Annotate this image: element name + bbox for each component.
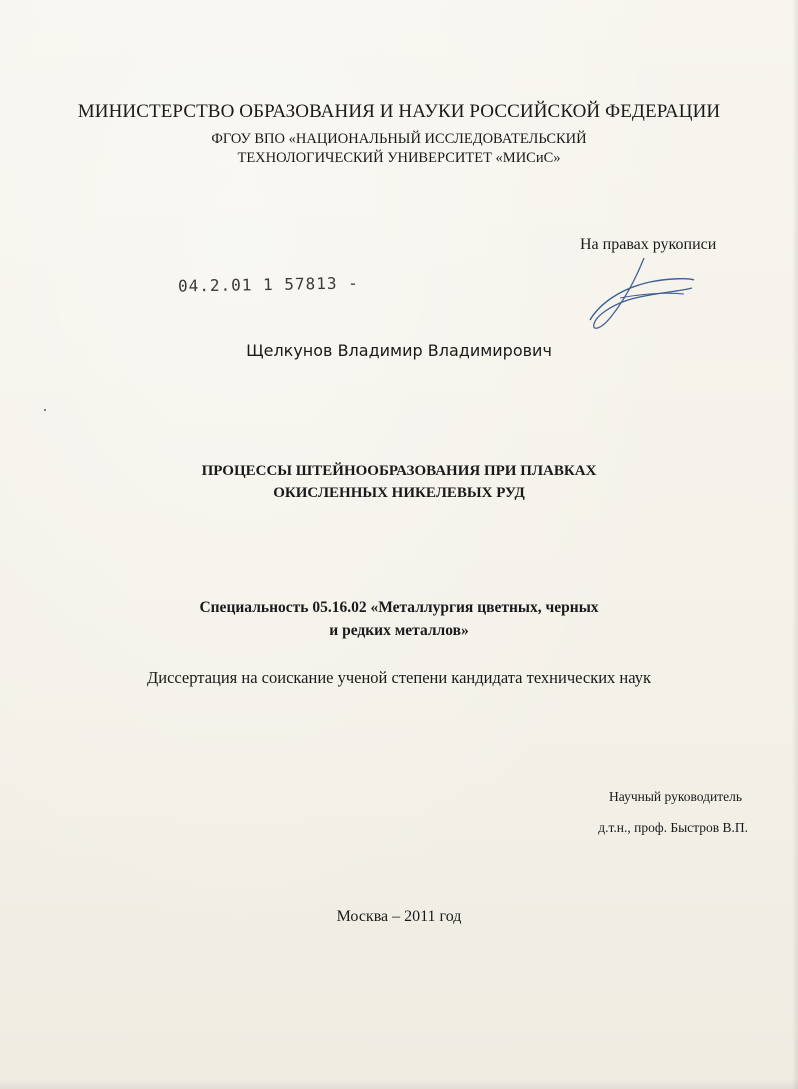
- university-name-line-1: ФГОУ ВПО «НАЦИОНАЛЬНЫЙ ИССЛЕДОВАТЕЛЬСКИЙ: [211, 131, 587, 147]
- scan-speck: [44, 409, 46, 411]
- dissertation-title-line-2: ОКИСЛЕННЫХ НИКЕЛЕВЫХ РУД: [273, 485, 525, 501]
- city-year: Москва – 2011 год: [336, 908, 462, 925]
- supervisor-role: Научный руководитель: [609, 789, 742, 804]
- manuscript-note: На правах рукописи: [580, 236, 717, 253]
- scan-edge-shadow-bottom: [0, 1079, 798, 1089]
- specialty-line-1: Специальность 05.16.02 «Металлургия цветных, черных: [199, 599, 599, 616]
- specialty-line-2: и редких металлов»: [329, 622, 469, 639]
- dissertation-note: Диссертация на соискание ученой степени кандидата технических наук: [147, 668, 651, 687]
- ministry-heading: МИНИСТЕРСТВО ОБРАЗОВАНИЯ И НАУКИ РОССИЙСКОЙ ФЕДЕРАЦИИ: [77, 101, 721, 122]
- signature-icon: [580, 248, 700, 338]
- university-name-line-2: ТЕХНОЛОГИЧЕСКИЙ УНИВЕРСИТЕТ «МИСиС»: [237, 150, 561, 166]
- supervisor-name: д.т.н., проф. Быстров В.П.: [598, 820, 748, 835]
- dissertation-title-line-1: ПРОЦЕССЫ ШТЕЙНООБРАЗОВАНИЯ ПРИ ПЛАВКАХ: [201, 463, 597, 479]
- scan-edge-shadow-right: [792, 0, 798, 1089]
- author-name: Щелкунов Владимир Владимирович: [246, 341, 552, 360]
- registration-stamp: 04.2.01 1 57813 -: [177, 273, 359, 296]
